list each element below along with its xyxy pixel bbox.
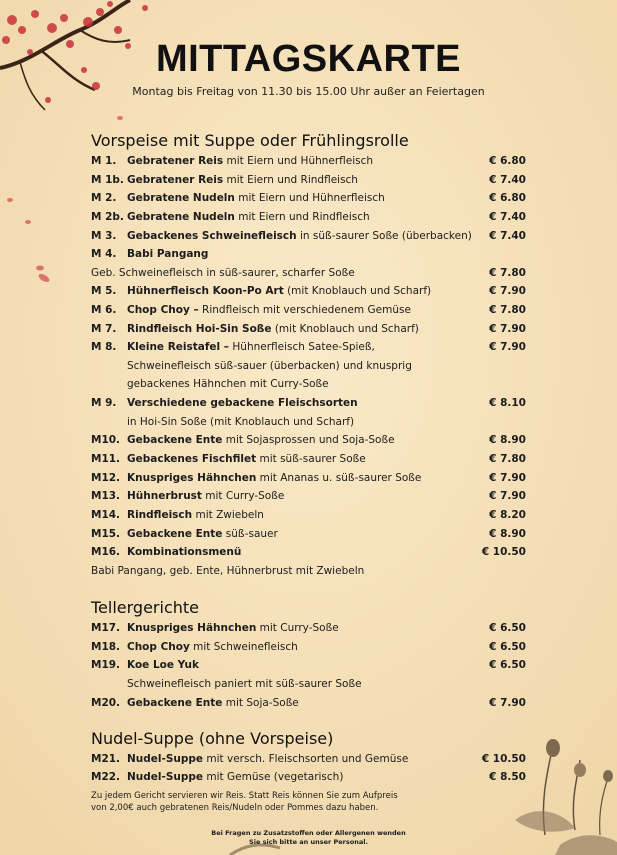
item-number: M 1b. — [91, 174, 124, 186]
item-name: Kombinationsmenü — [127, 546, 242, 558]
section-title: Nudel-Suppe (ohne Vorspeise) — [91, 729, 334, 748]
item-price: € 7.40 — [489, 174, 526, 186]
menu-item — [91, 174, 526, 192]
item-name: Gebratene Nudeln — [127, 211, 235, 223]
item-desc: mit Sojasprossen und Soja-Soße — [222, 434, 395, 446]
allergen-note-line: Bei Fragen zu Zusatzstoffen oder Allergenen wenden — [211, 829, 406, 837]
item-price: € 7.90 — [489, 285, 526, 297]
item-price: € 6.50 — [489, 659, 526, 671]
item-number: M 8. — [91, 341, 117, 353]
item-desc: Rindfleisch mit verschiedenem Gemüse — [198, 304, 411, 316]
item-desc: mit süß-saurer Soße — [256, 453, 366, 465]
item-number: M 1. — [91, 155, 117, 167]
menu-item — [91, 211, 526, 229]
item-name: Verschiedene gebackene Fleischsorten — [127, 397, 358, 409]
item-desc: mit Soja-Soße — [222, 697, 299, 709]
item-description-line: Babi Pangang, geb. Ente, Hühnerbrust mit Zwiebeln — [91, 565, 365, 577]
allergen-note-line: Sie sich bitte an unser Personal. — [249, 838, 368, 846]
allergen-note — [0, 829, 617, 847]
item-description-line: Schweinefleisch süß-sauer (überbacken) und knusprig — [127, 360, 412, 372]
menu-item — [91, 285, 526, 303]
item-number: M10. — [91, 434, 121, 446]
menu-item — [91, 509, 526, 527]
menu-item — [91, 753, 526, 771]
item-desc: (mit Knoblauch und Scharf) — [283, 285, 432, 297]
menu-item-continuation — [91, 678, 526, 696]
menu-item-continuation — [91, 360, 526, 378]
item-desc: Hühnerfleisch Satee-Spieß, — [229, 341, 375, 353]
item-desc: mit Ananas u. süß-saurer Soße — [256, 472, 422, 484]
menu-item — [91, 622, 526, 640]
item-price: € 8.20 — [489, 509, 526, 521]
menu-item — [91, 528, 526, 546]
item-number: M16. — [91, 546, 121, 558]
opening-hours-subtitle: Montag bis Freitag von 11.30 bis 15.00 Uhr außer an Feiertagen — [132, 85, 485, 98]
item-desc: mit Schweinefleisch — [189, 641, 298, 653]
menu-item — [91, 453, 526, 471]
item-description-line: gebackenes Hähnchen mit Curry-Soße — [127, 378, 329, 390]
item-price: € 7.90 — [489, 341, 526, 353]
menu-item — [91, 192, 526, 210]
item-price: € 8.90 — [489, 434, 526, 446]
menu-item — [91, 155, 526, 173]
item-description-line: in Hoi-Sin Soße (mit Knoblauch und Scharf) — [127, 416, 355, 428]
item-number: M 6. — [91, 304, 117, 316]
section-title: Vorspeise mit Suppe oder Frühlingsrolle — [91, 131, 409, 150]
item-name: Gebackene Ente — [127, 434, 223, 446]
item-desc: mit versch. Fleischsorten und Gemüse — [203, 753, 409, 765]
item-price: € 8.50 — [489, 771, 526, 783]
item-price: € 7.90 — [489, 490, 526, 502]
item-name: Rindfleisch Hoi-Sin Soße — [127, 323, 272, 335]
item-price: € 8.90 — [489, 528, 526, 540]
item-name: Rindfleisch — [127, 509, 193, 521]
item-name: Gebackenes Fischfilet — [127, 453, 257, 465]
menu-item-detail — [91, 565, 526, 583]
item-price: € 6.80 — [489, 155, 526, 167]
item-name: Chop Choy – — [127, 304, 199, 316]
item-price: € 7.40 — [489, 211, 526, 223]
item-number: M15. — [91, 528, 121, 540]
footnote-line: von 2,00€ auch gebratenen Reis/Nudeln oder Pommes dazu haben. — [91, 803, 379, 813]
menu-item — [91, 248, 526, 266]
item-number: M17. — [91, 622, 121, 634]
item-name: Chop Choy — [127, 641, 190, 653]
item-price: € 6.50 — [489, 641, 526, 653]
menu-item-continuation — [91, 416, 526, 434]
item-name: Koe Loe Yuk — [127, 659, 199, 671]
item-description-line: Schweinefleisch paniert mit süß-saurer Soße — [127, 678, 362, 690]
item-price: € 7.90 — [489, 472, 526, 484]
item-number: M21. — [91, 753, 121, 765]
menu-item — [91, 546, 526, 564]
item-description-line: Geb. Schweinefleisch in süß-saurer, scharfer Soße — [91, 267, 355, 279]
item-price: € 7.80 — [489, 304, 526, 316]
menu-item — [91, 341, 526, 359]
item-price: € 6.80 — [489, 192, 526, 204]
item-desc: süß-sauer — [222, 528, 278, 540]
menu-item — [91, 323, 526, 341]
item-price: € 7.90 — [489, 697, 526, 709]
menu-item — [91, 771, 526, 789]
item-name: Gebratene Nudeln — [127, 192, 235, 204]
item-number: M 2b. — [91, 211, 124, 223]
menu-item — [91, 230, 526, 248]
menu-item-continuation — [91, 378, 526, 396]
item-desc: mit Eiern und Rindfleisch — [223, 174, 358, 186]
menu-item — [91, 490, 526, 508]
section-title: Tellergerichte — [91, 598, 200, 617]
item-price: € 7.80 — [489, 267, 526, 279]
item-number: M 3. — [91, 230, 117, 242]
item-desc: mit Curry-Soße — [201, 490, 285, 502]
item-name: Kleine Reistafel – — [127, 341, 230, 353]
menu-item — [91, 434, 526, 452]
item-price: € 7.40 — [489, 230, 526, 242]
item-number: M18. — [91, 641, 121, 653]
item-price: € 7.80 — [489, 453, 526, 465]
item-number: M 5. — [91, 285, 117, 297]
item-number: M14. — [91, 509, 121, 521]
item-desc: mit Zwiebeln — [192, 509, 264, 521]
item-number: M19. — [91, 659, 121, 671]
item-name: Gebackene Ente — [127, 697, 223, 709]
item-name: Gebratener Reis — [127, 155, 224, 167]
item-number: M13. — [91, 490, 121, 502]
item-name: Hühnerbrust — [127, 490, 202, 502]
item-name: Babi Pangang — [127, 248, 209, 260]
item-desc: mit Eiern und Hühnerfleisch — [223, 155, 374, 167]
item-number: M12. — [91, 472, 121, 484]
menu-item — [91, 659, 526, 677]
item-price: € 10.50 — [481, 546, 526, 558]
item-desc: in süß-saurer Soße (überbacken) — [296, 230, 472, 242]
item-name: Gebackenes Schweinefleisch — [127, 230, 297, 242]
menu-item — [91, 641, 526, 659]
page-title: MITTAGSKARTE — [155, 38, 462, 80]
item-name: Gebackene Ente — [127, 528, 223, 540]
item-price: € 7.90 — [489, 323, 526, 335]
item-number: M20. — [91, 697, 121, 709]
item-number: M22. — [91, 771, 121, 783]
item-name: Nudel-Suppe — [127, 771, 204, 783]
item-name: Knuspriges Hähnchen — [127, 622, 257, 634]
menu-item — [91, 304, 526, 322]
item-price: € 8.10 — [489, 397, 526, 409]
item-desc: (mit Knoblauch und Scharf) — [271, 323, 419, 335]
footnote-line: Zu jedem Gericht servieren wir Reis. Statt Reis können Sie zum Aufpreis — [91, 791, 398, 801]
menu-item-detail — [91, 267, 526, 285]
menu-item — [91, 472, 526, 490]
item-number: M 7. — [91, 323, 117, 335]
item-name: Gebratener Reis — [127, 174, 224, 186]
item-name: Hühnerfleisch Koon-Po Art — [127, 285, 284, 297]
item-number: M 4. — [91, 248, 117, 260]
item-price: € 6.50 — [489, 622, 526, 634]
item-price: € 10.50 — [481, 753, 526, 765]
rice-footnote — [91, 790, 398, 814]
item-number: M 2. — [91, 192, 117, 204]
item-desc: mit Eiern und Hühnerfleisch — [234, 192, 385, 204]
item-desc: mit Curry-Soße — [256, 622, 339, 634]
item-number: M 9. — [91, 397, 117, 409]
item-name: Knuspriges Hähnchen — [127, 472, 257, 484]
item-name: Nudel-Suppe — [127, 753, 204, 765]
item-desc: mit Eiern und Rindfleisch — [234, 211, 370, 223]
menu-item — [91, 397, 526, 415]
item-desc: mit Gemüse (vegetarisch) — [203, 771, 344, 783]
item-number: M11. — [91, 453, 121, 465]
menu-item — [91, 697, 526, 715]
